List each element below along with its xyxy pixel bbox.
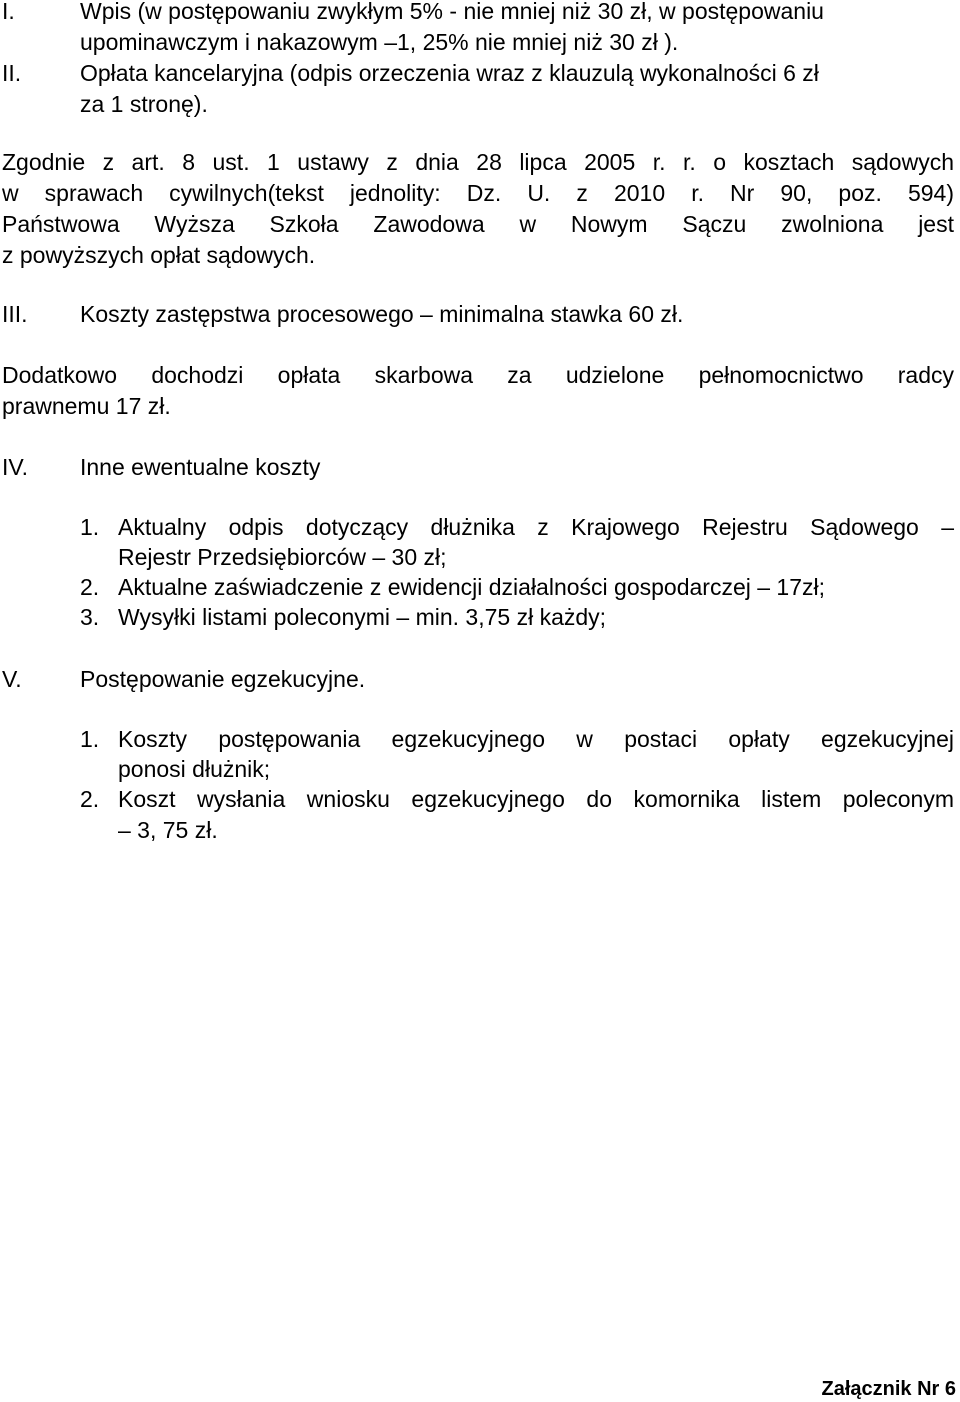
law-paragraph-line-3: Państwowa Wyższa Szkoła Zawodowa w Nowym Sączu zwolniona jest bbox=[2, 211, 954, 237]
section-i-line-1: Wpis (w postępowaniu zwykłym 5% - nie mniej niż 30 zł, w postępowaniu bbox=[80, 0, 824, 24]
section-i-line-2: upominawczym i nakazowym –1, 25% nie mniej niż 30 zł ). bbox=[80, 29, 679, 55]
section-ii-line-2: za 1 stronę). bbox=[80, 91, 208, 117]
section-iv-numeral: IV. bbox=[2, 454, 29, 480]
list-item-number: 2. bbox=[80, 786, 100, 812]
list-item-text: Koszty postępowania egzekucyjnego w postaci opłaty egzekucyjnej bbox=[118, 726, 954, 752]
list-item-number: 1. bbox=[80, 726, 100, 752]
section-ii-line-1: Opłata kancelaryjna (odpis orzeczenia wraz z klauzulą wykonalności 6 zł bbox=[80, 60, 819, 86]
law-paragraph-line-1: Zgodnie z art. 8 ust. 1 ustawy z dnia 28 lipca 2005 r. r. o kosztach sądowych bbox=[2, 149, 954, 175]
extra-fee-line-2: prawnemu 17 zł. bbox=[2, 393, 171, 419]
list-item-number: 3. bbox=[80, 604, 100, 630]
section-v-title: Postępowanie egzekucyjne. bbox=[80, 666, 366, 692]
attachment-label: Załącznik Nr 6 bbox=[821, 1378, 956, 1400]
list-item-text: Aktualne zaświadczenie z ewidencji działalności gospodarczej – 17zł; bbox=[118, 574, 826, 600]
list-item-text-continued: Rejestr Przedsiębiorców – 30 zł; bbox=[118, 544, 447, 570]
list-item-text: Aktualny odpis dotyczący dłużnika z Krajowego Rejestru Sądowego – bbox=[118, 514, 954, 540]
list-item-number: 1. bbox=[80, 514, 100, 540]
section-iii-numeral: III. bbox=[2, 301, 28, 327]
list-item-text-continued: – 3, 75 zł. bbox=[118, 817, 218, 843]
section-iii-line-1: Koszty zastępstwa procesowego – minimalna stawka 60 zł. bbox=[80, 301, 684, 327]
list-item-text: Koszt wysłania wniosku egzekucyjnego do komornika listem poleconym bbox=[118, 786, 954, 812]
section-i-numeral: I. bbox=[2, 0, 15, 24]
extra-fee-line-1: Dodatkowo dochodzi opłata skarbowa za udzielone pełnomocnictwo radcy bbox=[2, 362, 954, 388]
section-iv-title: Inne ewentualne koszty bbox=[80, 454, 321, 480]
list-item-text: Wysyłki listami poleconymi – min. 3,75 zł każdy; bbox=[118, 604, 607, 630]
list-item-text-continued: ponosi dłużnik; bbox=[118, 756, 271, 782]
law-paragraph-line-4: z powyższych opłat sądowych. bbox=[2, 242, 316, 268]
law-paragraph-line-2: w sprawach cywilnych(tekst jednolity: Dz. U. z 2010 r. Nr 90, poz. 594) bbox=[2, 180, 954, 206]
section-ii-numeral: II. bbox=[2, 60, 22, 86]
section-v-numeral: V. bbox=[2, 666, 22, 692]
list-item-number: 2. bbox=[80, 574, 100, 600]
